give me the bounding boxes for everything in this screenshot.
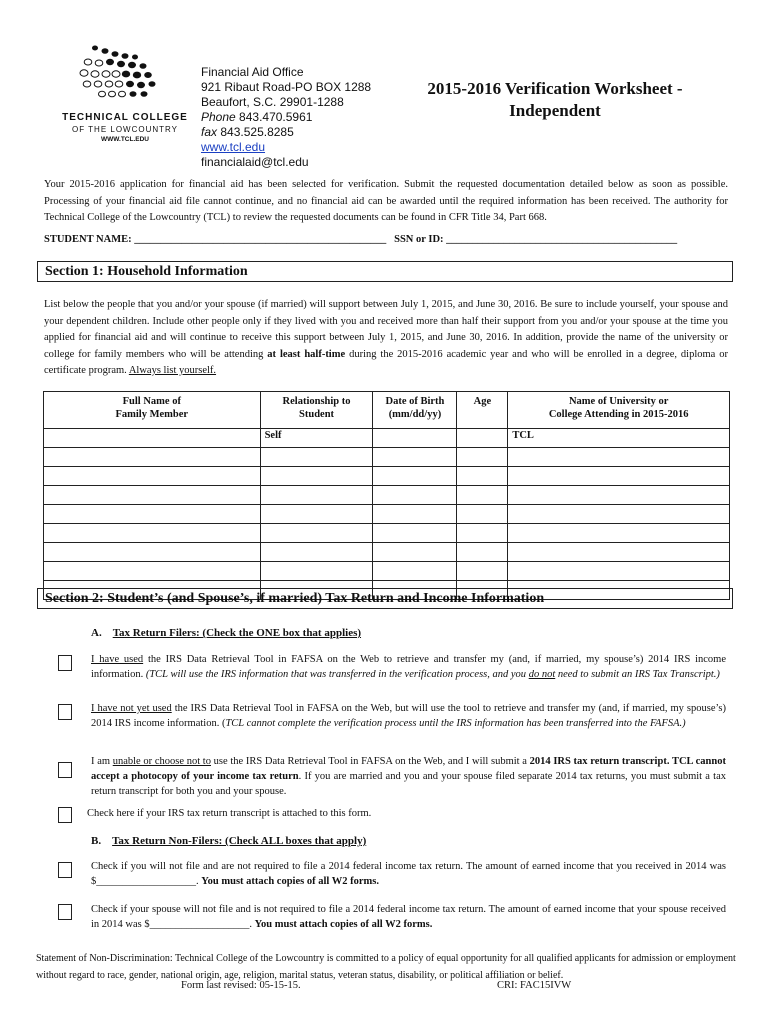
table-cell[interactable]: [508, 524, 730, 543]
table-header-row: [44, 392, 730, 429]
col-date-of-birth: Date of Birth (mm/dd/yy): [373, 392, 457, 429]
student-name-label: STUDENT NAME: [44, 234, 129, 245]
intro-paragraph: Your 2015-2016 application for financial aid has been selected for verification. Submit the requested documentation detailed below as soon as possible. Processing of your financial aid file cannot continue, and no financial aid can be awarded until the required information has been received. The authority for Technical College of the Lowcountry (TCL) to review the requested documents can be found in CFR Title 34, Part 668.: [44, 179, 728, 223]
table-cell[interactable]: [44, 562, 261, 581]
form-code: CRI: FAC15IVW: [497, 980, 572, 991]
table-cell[interactable]: [44, 524, 261, 543]
student-info-line: [44, 234, 734, 245]
ssn-field[interactable]: ____________________________________________: [443, 234, 678, 245]
table-cell[interactable]: [44, 486, 261, 505]
table-cell[interactable]: [260, 486, 373, 505]
table-cell[interactable]: TCL: [508, 429, 730, 448]
table-row: [44, 486, 730, 505]
table-cell[interactable]: [44, 448, 261, 467]
email-address: financialaid@tcl.edu: [201, 155, 309, 169]
checkbox-spouse-non-filer[interactable]: [58, 904, 72, 920]
fax-label: fax: [201, 125, 218, 139]
table-row: [44, 467, 730, 486]
table-cell[interactable]: [44, 429, 261, 448]
title-line-2: Independent: [509, 101, 601, 120]
non-discrimination-statement: Statement of Non-Discrimination: Technical College of the Lowcountry is committed to a policy of equal opportunity for all qualified applicants for admission or employment without regard to race, gender, national origin, age, religion, marital status, veteran status, disability, or political affiliation or belief.: [36, 953, 736, 981]
option-irs-drt-not-yet-used: I have not yet used the IRS Data Retrieval Tool in FAFSA on the Web, but will use the tool to retrieve and transfer my (and, if married, my spouse’s) 2014 IRS income information. (TCL cannot complete the verification process until the IRS information has been transferred into the FAFSA.): [91, 703, 726, 729]
table-cell[interactable]: [457, 505, 508, 524]
table-cell[interactable]: [457, 524, 508, 543]
table-row: [44, 543, 730, 562]
household-table: [43, 391, 730, 600]
table-cell[interactable]: [44, 543, 261, 562]
table-cell[interactable]: [44, 505, 261, 524]
website-link[interactable]: www.tcl.edu: [201, 140, 266, 154]
phone-line: [201, 110, 371, 125]
option-irs-drt-unable: I am unable or choose not to use the IRS Data Retrieval Tool in FAFSA on the Web, and I will submit a 2014 IRS tax return transcript. TCL cannot accept a photocopy of your income tax return. If you are married and you and your spouse filed separate 2014 tax returns, you must submit a tax return transcript for both you and your spouse.: [91, 756, 726, 797]
address-line-1: 921 Ribaut Road-PO BOX 1288: [201, 80, 372, 94]
col-relationship: Relationship to Student: [260, 392, 373, 429]
table-cell[interactable]: [457, 543, 508, 562]
col-college: Name of University or College Attending in 2015-2016: [508, 392, 730, 429]
logo-college-subname: OF THE LOWCOUNTRY: [71, 125, 179, 134]
table-cell[interactable]: [508, 486, 730, 505]
table-cell[interactable]: [260, 543, 373, 562]
checkbox-irs-drt-unable[interactable]: [58, 762, 72, 778]
table-cell[interactable]: [373, 448, 457, 467]
table-cell[interactable]: [373, 486, 457, 505]
household-instructions: [44, 297, 728, 380]
table-cell[interactable]: [260, 562, 373, 581]
phone-number: 843.470.5961: [239, 110, 313, 124]
table-cell[interactable]: [373, 429, 457, 448]
table-cell[interactable]: [373, 467, 457, 486]
table-cell[interactable]: [508, 562, 730, 581]
household-text-underline: Always list yourself.: [128, 365, 217, 376]
table-cell[interactable]: [373, 562, 457, 581]
table-cell[interactable]: [457, 429, 508, 448]
contact-info: [201, 65, 371, 170]
title-line-1: 2015-2016 Verification Worksheet -: [427, 79, 683, 98]
checkbox-irs-drt-not-yet-used[interactable]: [58, 704, 72, 720]
table-cell[interactable]: [457, 486, 508, 505]
phone-label: Phone: [201, 110, 236, 124]
table-cell[interactable]: [260, 467, 373, 486]
table-cell[interactable]: [508, 543, 730, 562]
table-cell[interactable]: [508, 467, 730, 486]
table-cell[interactable]: [457, 467, 508, 486]
section-2-title: Section 2: Student’s (and Spouse’s, if married) Tax Return and Income Information: [45, 591, 545, 606]
section-1-title: Section 1: Household Information: [45, 264, 248, 279]
option-irs-drt-used: I have used the IRS Data Retrieval Tool in FAFSA on the Web to retrieve and transfer my (and, if married, my spouse’s) 2014 IRS income information. (TCL will use the IRS information that was transferred in the verification process, and you do not need to submit an IRS Tax Transcript.): [91, 654, 726, 680]
checkbox-irs-drt-used[interactable]: [58, 655, 72, 671]
table-cell[interactable]: [508, 448, 730, 467]
fax-line: [201, 125, 371, 140]
ssn-label: SSN or ID:: [394, 234, 444, 245]
table-row: [44, 429, 730, 448]
household-text-2: during the 2015-2016 academic year and who will be enrolled in a degree, diploma or certificate program.: [44, 348, 729, 376]
col-full-name: Full Name of Family Member: [44, 392, 261, 429]
address-line-2: Beaufort, S.C. 29901-1288: [201, 95, 344, 109]
table-cell[interactable]: [373, 543, 457, 562]
subsection-a-heading: [91, 627, 361, 639]
table-cell[interactable]: [457, 448, 508, 467]
table-row: [44, 562, 730, 581]
section-2-header: [37, 588, 733, 609]
subsection-a-prefix: A.: [91, 627, 102, 639]
form-revised-date: Form last revised: 05-15-15.: [181, 980, 301, 991]
table-cell[interactable]: [260, 448, 373, 467]
table-row: [44, 524, 730, 543]
section-1-header: [37, 261, 733, 282]
table-cell[interactable]: [457, 562, 508, 581]
household-text-1: List below the people that you and/or your spouse (if married) will support between July 1, 2015, and June 30, 2016. Be sure to include yourself, your spouse and your dependent children. Include other people only if they lived with you and received more than half their support from you and/or your spouse at the time you applied for financial aid and will continue to receive this support between July 1, 2015, and June 30, 2016. In addition, provide the name of the university or college for family members who will be attending: [44, 299, 728, 360]
subsection-a-title: Tax Return Filers: (Check the ONE box that applies): [112, 627, 362, 639]
fax-number: 843.525.8285: [220, 125, 294, 139]
option-spouse-non-filer: Check if your spouse will not file and is not required to file a 2014 federal income tax return. The amount of earned income that your spouse received in 2014 was $___________________. You must attach copies of all W2 forms.: [91, 904, 726, 930]
option-transcript-attached: Check here if your IRS tax return transcript is attached to this form.: [87, 808, 372, 819]
table-row: [44, 505, 730, 524]
col-age: Age: [457, 392, 508, 429]
checkbox-student-non-filer[interactable]: [58, 862, 72, 878]
table-cell[interactable]: [508, 505, 730, 524]
college-logo: [60, 42, 190, 152]
table-cell[interactable]: [260, 524, 373, 543]
option-student-non-filer: Check if you will not file and are not required to file a 2014 federal income tax return. The amount of earned income that you received in 2014 was $___________________. You must attach copies of all W2 forms.: [91, 861, 726, 887]
subsection-b-title: Tax Return Non-Filers: (Check ALL boxes that apply): [112, 835, 367, 847]
table-cell[interactable]: [44, 467, 261, 486]
logo-college-name: TECHNICAL COLLEGE: [62, 112, 188, 123]
table-cell[interactable]: [260, 505, 373, 524]
table-cell[interactable]: Self: [260, 429, 373, 448]
subsection-b-prefix: B.: [91, 835, 102, 847]
logo-website: WWW.TCL.EDU: [100, 136, 150, 143]
table-cell[interactable]: [373, 524, 457, 543]
table-row: [44, 448, 730, 467]
subsection-b-heading: [91, 835, 366, 847]
student-name-field[interactable]: : ________________________________________________: [128, 234, 387, 245]
office-name: Financial Aid Office: [201, 65, 304, 79]
checkbox-transcript-attached[interactable]: [58, 807, 72, 823]
document-title: [405, 78, 705, 122]
household-text-bold: at least half-time: [267, 348, 346, 360]
table-cell[interactable]: [373, 505, 457, 524]
dots-logo-icon: [60, 42, 190, 112]
